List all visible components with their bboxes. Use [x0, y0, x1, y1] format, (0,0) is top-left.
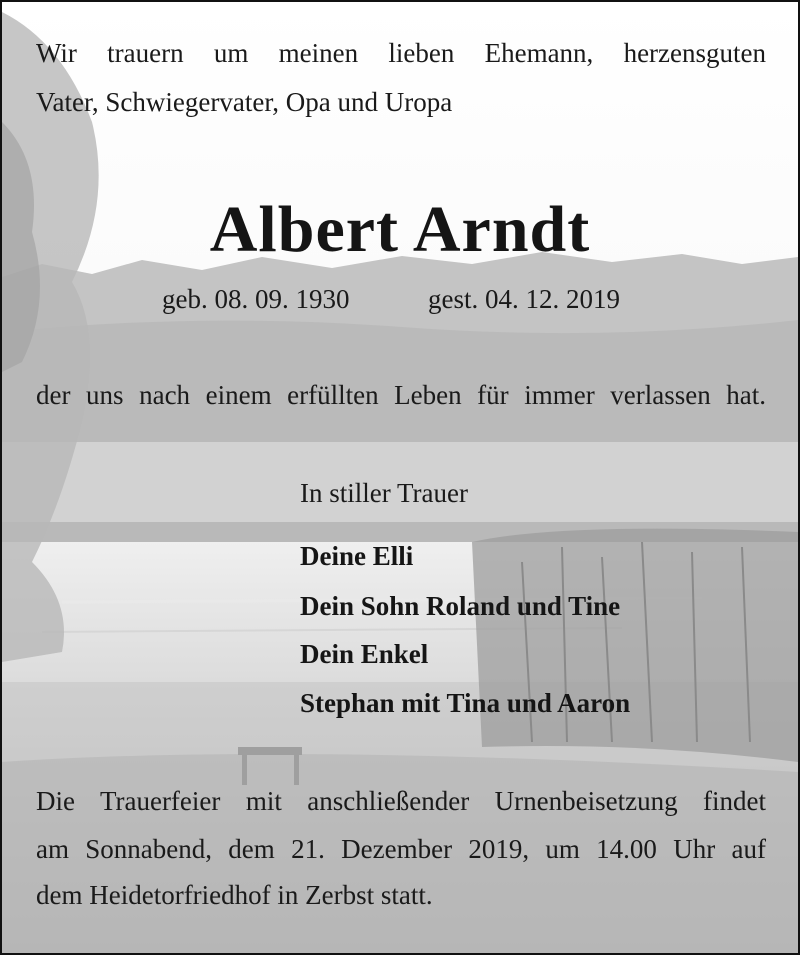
mourning-heading: In stiller Trauer: [300, 478, 468, 508]
death-date: gest. 04. 12. 2019: [428, 284, 620, 314]
farewell-line: der uns nach einem erfüllten Leben für immer verlassen hat.: [36, 380, 766, 410]
funeral-info-line-1: Die Trauerfeier mit anschließender Urnenbeisetzung findet: [36, 786, 766, 816]
family-member: Dein Enkel: [300, 639, 429, 669]
family-member: Dein Sohn Roland und Tine: [300, 591, 621, 621]
birth-date: geb. 08. 09. 1930: [162, 284, 350, 314]
funeral-info-line-3: dem Heidetorfriedhof in Zerbst statt.: [36, 880, 433, 910]
intro-line-2: Vater, Schwiegervater, Opa und Uropa: [36, 87, 453, 117]
family-member: Deine Elli: [300, 541, 414, 571]
intro-line-1: Wir trauern um meinen lieben Ehemann, herzensguten: [36, 38, 766, 68]
funeral-info-line-2: am Sonnabend, dem 21. Dezember 2019, um 14.00 Uhr auf: [36, 834, 766, 864]
family-member: Stephan mit Tina und Aaron: [300, 688, 631, 718]
deceased-name: Albert Arndt: [209, 193, 591, 266]
